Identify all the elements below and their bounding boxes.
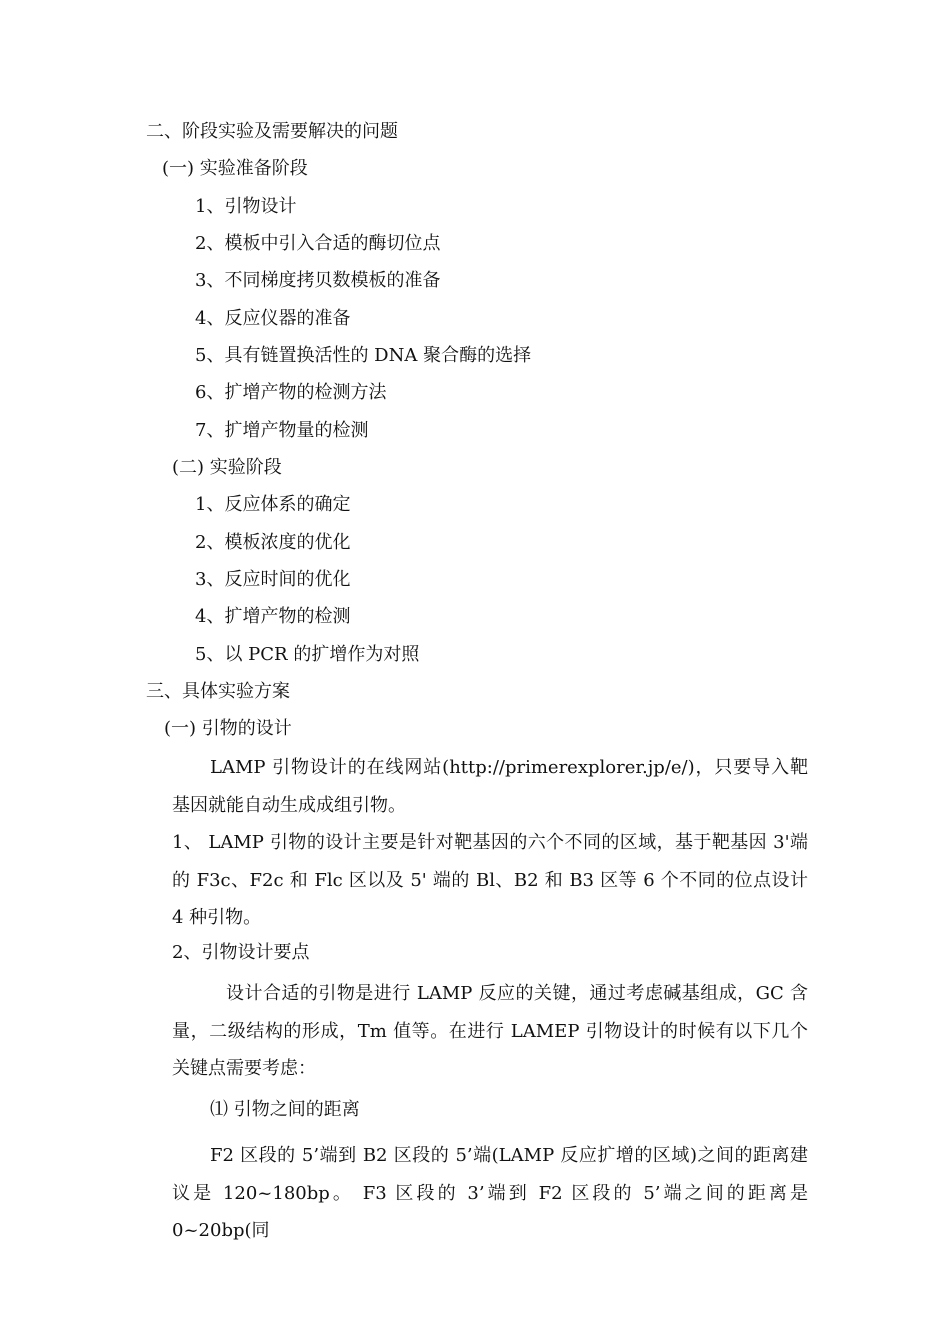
section3-heading: 三、具体实验方案: [146, 681, 290, 702]
list-item: 6、扩增产物的检测方法: [195, 382, 387, 403]
list-item: 4、反应仪器的准备: [195, 308, 351, 329]
list-item: 5、具有链置换活性的 DNA 聚合酶的选择: [195, 345, 532, 366]
section2-sub2-title: (二) 实验阶段: [172, 457, 282, 478]
list-item: 4、扩增产物的检测: [195, 606, 351, 627]
list-item: 5、以 PCR 的扩增作为对照: [195, 644, 420, 665]
list-item: 2、模板中引入合适的酶切位点: [195, 233, 441, 254]
list-item: 7、扩增产物量的检测: [195, 420, 369, 441]
section3-sub1-title: (一) 引物的设计: [164, 718, 292, 739]
list-item: 3、反应时间的优化: [195, 569, 351, 590]
point2-title: 2、引物设计要点: [172, 942, 310, 963]
section2-sub1-title: (一) 实验准备阶段: [162, 158, 308, 179]
point1-paragraph: 1、 LAMP 引物的设计主要是针对靶基因的六个不同的区域，基于靶基因 3'端的 F3c、F2c 和 Flc 区以及 5' 端的 Bl、B2 和 B3 区等 6 个不同的位点设计 4 种引物。: [172, 832, 808, 928]
point2-sub1-title: ⑴ 引物之间的距离: [210, 1099, 360, 1120]
list-item: 3、不同梯度拷贝数模板的准备: [195, 270, 441, 291]
intro-paragraph: LAMP 引物设计的在线网站(http://primerexplorer.jp/e/)，只要导入靶基因就能自动生成成组引物。: [172, 757, 808, 816]
section2-heading: 二、阶段实验及需要解决的问题: [146, 121, 398, 142]
point2-body-paragraph: 设计合适的引物是进行 LAMP 反应的关键，通过考虑碱基组成，GC 含量，二级结构的形成，Tm 值等。在进行 LAMEP 引物设计的时候有以下几个关键点需要考虑：: [172, 983, 808, 1079]
list-item: 2、模板浓度的优化: [195, 532, 351, 553]
point2-sub1-body-paragraph: F2 区段的 5’端到 B2 区段的 5’端(LAMP 反应扩增的区域)之间的距离建议是 120~180bp。 F3 区段的 3’端到 F2 区段的 5’端之间的距离是 0~20bp(同: [172, 1145, 808, 1241]
list-item: 1、反应体系的确定: [195, 494, 351, 515]
list-item: 1、引物设计: [195, 196, 297, 217]
